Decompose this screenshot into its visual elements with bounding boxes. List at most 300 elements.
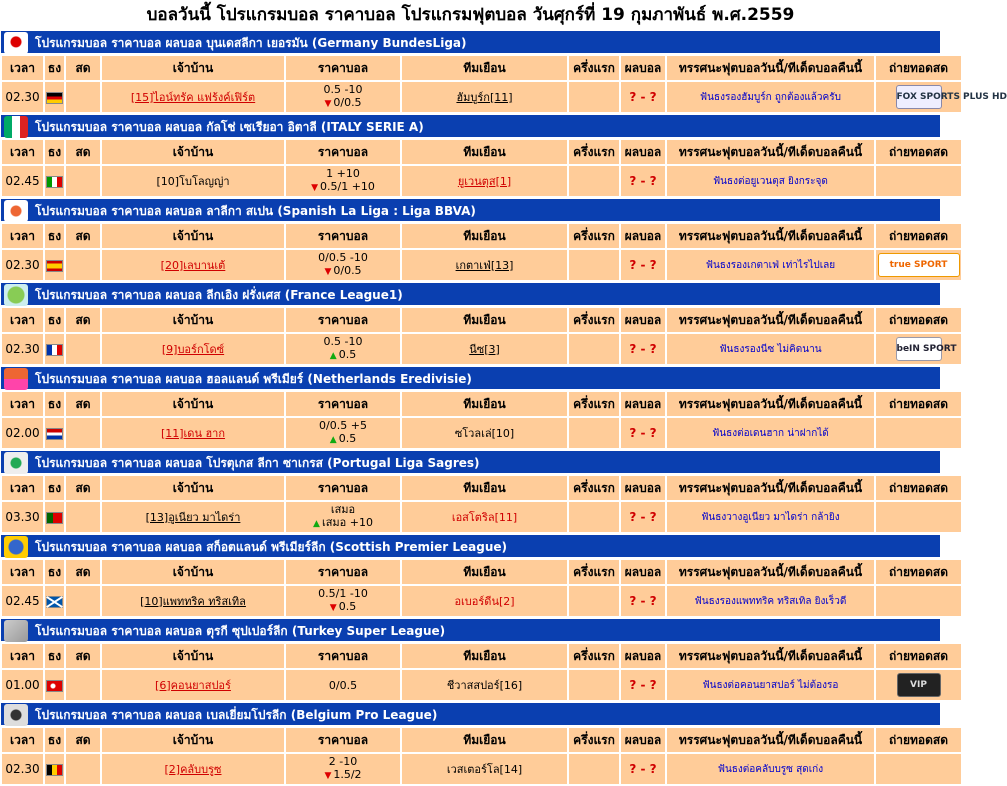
result-cell [621, 418, 665, 448]
column-header-tv: ถ่ายทอดสด [876, 140, 961, 164]
france-flag-icon [46, 344, 63, 356]
column-header-away: ทีมเยือน [402, 56, 567, 80]
column-header-tv: ถ่ายทอดสด [876, 56, 961, 80]
away-team-link[interactable]: นีซ[3] [469, 342, 500, 356]
tv-cell [876, 670, 961, 700]
tv-cell [876, 250, 961, 280]
column-header-live: สด [66, 56, 100, 80]
league-heading-text: โปรแกรมบอล ราคาบอล ผลบอล ลีกเอิง ฝรั่งเศส (France League1) [35, 288, 403, 302]
league-heading [0, 702, 941, 726]
jupiler-pro-league-logo-icon [4, 704, 28, 726]
away-team-cell [402, 670, 567, 700]
live-cell [66, 418, 100, 448]
column-header-away: ทีมเยือน [402, 224, 567, 248]
scottish-premiership-logo-icon [4, 536, 28, 558]
match-time: 02.30 [2, 754, 43, 784]
flag-cell [45, 82, 64, 112]
prediction-link[interactable]: ฟันธงวางอูเนียว มาไดร่า กล้ายิง [701, 512, 840, 523]
odds-cell [286, 670, 400, 700]
away-team-link[interactable]: เอสโตริล[11] [451, 510, 518, 524]
prediction-link[interactable]: ฟันธงต่อยูเวนตุส ยิงกระจุด [713, 176, 828, 187]
home-team-link[interactable]: [11]เดน ฮาก [160, 426, 226, 440]
result-cell [621, 82, 665, 112]
league-block [0, 534, 949, 618]
column-header-time: เวลา [2, 56, 43, 80]
match-table [0, 306, 963, 366]
column-header-row [2, 560, 961, 584]
half-time-score [569, 82, 619, 112]
column-header-row [2, 392, 961, 416]
column-header-away: ทีมเยือน [402, 140, 567, 164]
column-header-home: เจ้าบ้าน [102, 560, 284, 584]
half-time-score [569, 754, 619, 784]
match-time: 02.45 [2, 586, 43, 616]
odds-handicap [286, 96, 400, 111]
odds-handicap-value: 0.5 [338, 600, 357, 613]
home-team-cell [102, 418, 284, 448]
live-cell [66, 502, 100, 532]
away-team-link[interactable]: อเบอร์ดีน[2] [454, 594, 515, 608]
column-header-away: ทีมเยือน [402, 392, 567, 416]
live-cell [66, 166, 100, 196]
prediction-link[interactable]: ฟันธงต่อเดนฮาก น่าฝากได้ [712, 428, 829, 439]
match-time: 02.30 [2, 250, 43, 280]
odds-handicap [286, 679, 400, 692]
column-header-half: ครึ่งแรก [569, 140, 619, 164]
odds-handicap-value: เสมอ +10 [321, 516, 373, 529]
arrow-up-icon: ▲ [313, 519, 320, 529]
column-header-half: ครึ่งแรก [569, 392, 619, 416]
column-header-half: ครึ่งแรก [569, 308, 619, 332]
column-header-time: เวลา [2, 560, 43, 584]
tv-cell [876, 586, 961, 616]
league-heading-text: โปรแกรมบอล ราคาบอล ผลบอล กัลโช่ เซเรียอา อิตาลี (ITALY SERIE A) [35, 120, 424, 134]
odds-line: 0.5/1 -10 [318, 587, 368, 600]
page-title: บอลวันนี้ โปรแกรมบอล ราคาบอล โปรแกรมฟุตบอล วันศุกร์ที่ 19 กุมภาพันธ์ พ.ศ.2559 [146, 5, 795, 25]
flag-cell [45, 754, 64, 784]
home-team-link[interactable]: [13]อูเนียว มาไดร่า [145, 510, 241, 524]
odds-line: 0/0.5 +5 [319, 419, 367, 432]
fox-sports-logo-icon[interactable]: FOX SPORTS PLUS HD [896, 85, 942, 109]
home-team-link[interactable]: [10]โบโลญญ่า [156, 174, 230, 188]
flag-cell [45, 166, 64, 196]
match-table [0, 474, 963, 534]
column-header-result: ผลบอล [621, 56, 665, 80]
column-header-prediction: ทรรศนะฟุตบอลวันนี้/ทีเด็ดบอลคืนนี้ [667, 308, 874, 332]
league-block [0, 114, 949, 198]
tv-cell [876, 82, 1007, 112]
odds-handicap-value: 0.5/1 +10 [320, 180, 375, 193]
home-team-cell [102, 82, 284, 112]
portugal-flag-icon [46, 512, 63, 524]
bein-sport-logo-icon[interactable]: beIN SPORT [896, 337, 942, 361]
column-header-live: สด [66, 476, 100, 500]
prediction-link[interactable]: ฟันธงต่อคอนยาสปอร์ ไม่ต้องรอ [702, 680, 839, 691]
odds-cell [286, 82, 400, 112]
flag-cell [45, 670, 64, 700]
match-result: ? - ? [629, 89, 657, 104]
match-result: ? - ? [629, 173, 657, 188]
column-header-live: สด [66, 644, 100, 668]
liga-sagres-logo-icon [4, 452, 28, 474]
prediction-cell [667, 754, 874, 784]
flag-cell [45, 586, 64, 616]
column-header-half: ครึ่งแรก [569, 56, 619, 80]
column-header-away: ทีมเยือน [402, 308, 567, 332]
column-header-result: ผลบอล [621, 728, 665, 752]
league-block [0, 30, 1007, 114]
column-header-flag: ธง [45, 728, 64, 752]
column-header-tv: ถ่ายทอดสด [876, 224, 961, 248]
column-header-home: เจ้าบ้าน [102, 56, 284, 80]
column-header-odds: ราคาบอล [286, 560, 400, 584]
league-block [0, 450, 949, 534]
column-header-time: เวลา [2, 644, 43, 668]
flag-cell [45, 250, 64, 280]
column-header-away: ทีมเยือน [402, 476, 567, 500]
half-time-score [569, 502, 619, 532]
column-header-flag: ธง [45, 308, 64, 332]
prediction-cell [667, 82, 874, 112]
odds-cell [286, 502, 400, 532]
column-header-row [2, 476, 961, 500]
league-heading [0, 114, 941, 138]
column-header-time: เวลา [2, 308, 43, 332]
prediction-link[interactable]: ฟันธงรองฮัมบูร์ก ถูกต้องแล้วครับ [700, 92, 841, 103]
column-header-home: เจ้าบ้าน [102, 308, 284, 332]
prediction-cell [667, 166, 874, 196]
flag-cell [45, 334, 64, 364]
column-header-time: เวลา [2, 140, 43, 164]
live-cell [66, 670, 100, 700]
match-row [2, 418, 961, 448]
spain-flag-icon [46, 260, 63, 272]
odds-cell [286, 250, 400, 280]
column-header-flag: ธง [45, 392, 64, 416]
column-header-flag: ธง [45, 56, 64, 80]
match-row [2, 334, 961, 364]
tv-cell [876, 754, 961, 784]
column-header-odds: ราคาบอล [286, 56, 400, 80]
prediction-cell [667, 334, 874, 364]
column-header-flag: ธง [45, 644, 64, 668]
odds-cell [286, 754, 400, 784]
away-team-cell [402, 418, 567, 448]
home-team-link[interactable]: [9]บอร์กโดซ์ [161, 342, 225, 356]
match-row [2, 586, 961, 616]
eredivisie-logo-icon [4, 368, 28, 390]
odds-line: เสมอ [330, 503, 356, 516]
leagues-container [0, 30, 1007, 786]
column-header-home: เจ้าบ้าน [102, 476, 284, 500]
match-table [0, 54, 1007, 114]
result-cell [621, 586, 665, 616]
match-time: 01.00 [2, 670, 43, 700]
away-team-cell [402, 166, 567, 196]
column-header-result: ผลบอล [621, 476, 665, 500]
column-header-away: ทีมเยือน [402, 728, 567, 752]
column-header-live: สด [66, 728, 100, 752]
la-liga-logo-icon [4, 200, 28, 222]
column-header-half: ครึ่งแรก [569, 224, 619, 248]
match-table [0, 138, 963, 198]
column-header-time: เวลา [2, 224, 43, 248]
column-header-row [2, 140, 961, 164]
match-row [2, 502, 961, 532]
column-header-tv: ถ่ายทอดสด [876, 308, 961, 332]
half-time-score [569, 670, 619, 700]
column-header-result: ผลบอล [621, 560, 665, 584]
column-header-half: ครึ่งแรก [569, 560, 619, 584]
prediction-link[interactable]: ฟันธงรองเกตาเฟ่ เท่าไรไปเลย [705, 260, 836, 271]
vip-channel-logo-icon[interactable]: VIP [897, 673, 941, 697]
arrow-down-icon: ▼ [324, 267, 332, 277]
column-header-time: เวลา [2, 476, 43, 500]
tv-cell [876, 502, 961, 532]
column-header-flag: ธง [45, 140, 64, 164]
odds-handicap-value: 0/0.5 [333, 264, 362, 277]
odds-cell [286, 418, 400, 448]
prediction-cell [667, 418, 874, 448]
odds-handicap [286, 348, 400, 363]
odds-handicap [286, 516, 400, 531]
column-header-tv: ถ่ายทอดสด [876, 560, 961, 584]
odds-line: 1 +10 [326, 167, 360, 180]
serie-a-logo-icon [4, 116, 28, 138]
odds-cell [286, 166, 400, 196]
half-time-score [569, 334, 619, 364]
league-heading [0, 534, 941, 558]
odds-handicap-value: 0.5 [338, 348, 357, 361]
match-result: ? - ? [629, 341, 657, 356]
prediction-cell [667, 502, 874, 532]
column-header-prediction: ทรรศนะฟุตบอลวันนี้/ทีเด็ดบอลคืนนี้ [667, 644, 874, 668]
half-time-score [569, 418, 619, 448]
column-header-prediction: ทรรศนะฟุตบอลวันนี้/ทีเด็ดบอลคืนนี้ [667, 560, 874, 584]
column-header-odds: ราคาบอล [286, 140, 400, 164]
result-cell [621, 334, 665, 364]
column-header-half: ครึ่งแรก [569, 476, 619, 500]
away-team-link[interactable]: เวสเตอร์โล[14] [446, 762, 523, 776]
league-heading [0, 366, 941, 390]
tv-cell [876, 418, 961, 448]
away-team-link[interactable]: ชีวาสสปอร์[16] [446, 678, 523, 692]
league-block [0, 366, 949, 450]
result-cell [621, 502, 665, 532]
away-team-cell [402, 754, 567, 784]
odds-handicap [286, 600, 400, 615]
odds-line: 0/0.5 -10 [318, 251, 368, 264]
column-header-prediction: ทรรศนะฟุตบอลวันนี้/ทีเด็ดบอลคืนนี้ [667, 476, 874, 500]
home-team-cell [102, 670, 284, 700]
arrow-down-icon: ▼ [311, 183, 318, 193]
home-team-cell [102, 502, 284, 532]
column-header-result: ผลบอล [621, 224, 665, 248]
prediction-link[interactable]: ฟันธงรองนีซ ไม่คิดนาน [719, 344, 822, 355]
away-team-link[interactable]: ฮัมบูร์ก[11] [456, 90, 513, 104]
turkey-flag-icon [46, 680, 63, 692]
column-header-result: ผลบอล [621, 308, 665, 332]
column-header-row [2, 56, 961, 80]
league-block [0, 702, 949, 786]
odds-handicap [286, 768, 400, 783]
arrow-down-icon: ▼ [324, 771, 332, 781]
column-header-row [2, 308, 961, 332]
league-heading-text: โปรแกรมบอล ราคาบอล ผลบอล ลาลีกา สเปน (Spanish La Liga : Liga BBVA) [35, 204, 476, 218]
match-result: ? - ? [629, 593, 657, 608]
odds-line: 2 -10 [328, 755, 358, 768]
column-header-live: สด [66, 308, 100, 332]
odds-handicap-value: 1.5/2 [333, 768, 362, 781]
column-header-prediction: ทรรศนะฟุตบอลวันนี้/ทีเด็ดบอลคืนนี้ [667, 224, 874, 248]
away-team-cell [402, 334, 567, 364]
match-row [2, 82, 961, 112]
home-team-link[interactable]: [10]แพททริค ทริสเทิล [140, 594, 246, 608]
home-team-link[interactable]: [15]ไอน์ทรัค แฟร้งค์เฟิร์ต [130, 90, 256, 104]
odds-handicap-value: 0.5 [338, 432, 357, 445]
column-header-half: ครึ่งแรก [569, 644, 619, 668]
match-result: ? - ? [629, 257, 657, 272]
odds-cell [286, 334, 400, 364]
column-header-row [2, 224, 961, 248]
match-result: ? - ? [629, 761, 657, 776]
match-table [0, 642, 963, 702]
prediction-cell [667, 670, 874, 700]
belgium-flag-icon [46, 764, 63, 776]
league-heading-text: โปรแกรมบอล ราคาบอล ผลบอล เบลเยี่ยมโปรลีก (Belgium Pro League) [35, 708, 438, 722]
column-header-result: ผลบอล [621, 140, 665, 164]
germany-flag-icon [46, 92, 63, 104]
league-heading [0, 282, 941, 306]
column-header-away: ทีมเยือน [402, 560, 567, 584]
match-time: 02.30 [2, 334, 43, 364]
column-header-tv: ถ่ายทอดสด [876, 644, 961, 668]
league-block [0, 198, 949, 282]
match-result: ? - ? [629, 509, 657, 524]
home-team-cell [102, 250, 284, 280]
column-header-time: เวลา [2, 728, 43, 752]
column-header-odds: ราคาบอล [286, 644, 400, 668]
column-header-prediction: ทรรศนะฟุตบอลวันนี้/ทีเด็ดบอลคืนนี้ [667, 392, 874, 416]
league-heading [0, 198, 941, 222]
tv-cell [876, 166, 961, 196]
odds-handicap [286, 264, 400, 279]
column-header-live: สด [66, 392, 100, 416]
column-header-result: ผลบอล [621, 644, 665, 668]
super-lig-logo-icon [4, 620, 28, 642]
odds-handicap [286, 432, 400, 447]
odds-cell [286, 586, 400, 616]
match-table [0, 558, 963, 618]
live-cell [66, 586, 100, 616]
match-time: 03.30 [2, 502, 43, 532]
odds-handicap-value: 0/0.5 [328, 678, 358, 692]
league-block [0, 282, 957, 366]
bundesliga-logo-icon [4, 32, 28, 54]
match-row [2, 250, 961, 280]
column-header-odds: ราคาบอล [286, 224, 400, 248]
match-table [0, 726, 963, 786]
half-time-score [569, 250, 619, 280]
match-result: ? - ? [629, 677, 657, 692]
home-team-cell [102, 334, 284, 364]
match-table [0, 390, 963, 450]
column-header-result: ผลบอล [621, 392, 665, 416]
column-header-tv: ถ่ายทอดสด [876, 728, 961, 752]
column-header-time: เวลา [2, 392, 43, 416]
flag-cell [45, 502, 64, 532]
away-team-link[interactable]: ยูเวนตุส[1] [457, 174, 512, 188]
tv-cell [876, 334, 961, 364]
home-team-cell [102, 754, 284, 784]
column-header-row [2, 644, 961, 668]
column-header-odds: ราคาบอล [286, 728, 400, 752]
home-team-cell [102, 586, 284, 616]
odds-line: 0.5 -10 [323, 83, 363, 96]
league-heading-text: โปรแกรมบอล ราคาบอล ผลบอล ตุรกี ซุปเปอร์ลีก (Turkey Super League) [35, 624, 446, 638]
column-header-home: เจ้าบ้าน [102, 728, 284, 752]
away-team-link[interactable]: ซโวลเล่[10] [454, 426, 515, 440]
league-block [0, 618, 949, 702]
live-cell [66, 250, 100, 280]
column-header-live: สด [66, 224, 100, 248]
column-header-away: ทีมเยือน [402, 644, 567, 668]
away-team-cell [402, 82, 567, 112]
arrow-up-icon: ▲ [329, 351, 337, 361]
home-team-link[interactable]: [6]คอนยาสปอร์ [155, 678, 231, 692]
prediction-cell [667, 586, 874, 616]
column-header-odds: ราคาบอล [286, 392, 400, 416]
column-header-flag: ธง [45, 560, 64, 584]
column-header-row [2, 728, 961, 752]
result-cell [621, 250, 665, 280]
truesport-logo-icon[interactable]: true SPORT [878, 253, 960, 277]
column-header-odds: ราคาบอล [286, 476, 400, 500]
column-header-tv: ถ่ายทอดสด [876, 392, 961, 416]
scotland-flag-icon [46, 596, 63, 608]
league-heading [0, 450, 941, 474]
half-time-score [569, 166, 619, 196]
live-cell [66, 82, 100, 112]
away-team-link[interactable]: เกตาเฟ่[13] [455, 258, 514, 272]
prediction-link[interactable]: ฟันธงต่อคลับบรูซ สุดเก่ง [717, 764, 824, 775]
odds-handicap-value: 0/0.5 [333, 96, 362, 109]
match-row [2, 754, 961, 784]
italy-flag-icon [46, 176, 63, 188]
home-team-link[interactable]: [2]คลับบรูซ [164, 762, 222, 776]
result-cell [621, 754, 665, 784]
odds-line: 0.5 -10 [323, 335, 363, 348]
home-team-link[interactable]: [20]เลบานเต้ [160, 258, 226, 272]
match-row [2, 670, 961, 700]
away-team-cell [402, 502, 567, 532]
live-cell [66, 334, 100, 364]
match-result: ? - ? [629, 425, 657, 440]
prediction-link[interactable]: ฟันธงรองแพททริค ทริสเทิล ยิงเร็วดี [694, 596, 847, 607]
match-time: 02.45 [2, 166, 43, 196]
match-table [0, 222, 963, 282]
arrow-down-icon: ▼ [329, 603, 337, 613]
league-heading-text: โปรแกรมบอล ราคาบอล ผลบอล สก็อตแลนด์ พรีเมียร์ลีก (Scottish Premier League) [35, 540, 508, 554]
column-header-home: เจ้าบ้าน [102, 392, 284, 416]
arrow-down-icon: ▼ [324, 99, 332, 109]
column-header-live: สด [66, 140, 100, 164]
column-header-home: เจ้าบ้าน [102, 644, 284, 668]
column-header-prediction: ทรรศนะฟุตบอลวันนี้/ทีเด็ดบอลคืนนี้ [667, 728, 874, 752]
half-time-score [569, 586, 619, 616]
column-header-home: เจ้าบ้าน [102, 224, 284, 248]
column-header-odds: ราคาบอล [286, 308, 400, 332]
